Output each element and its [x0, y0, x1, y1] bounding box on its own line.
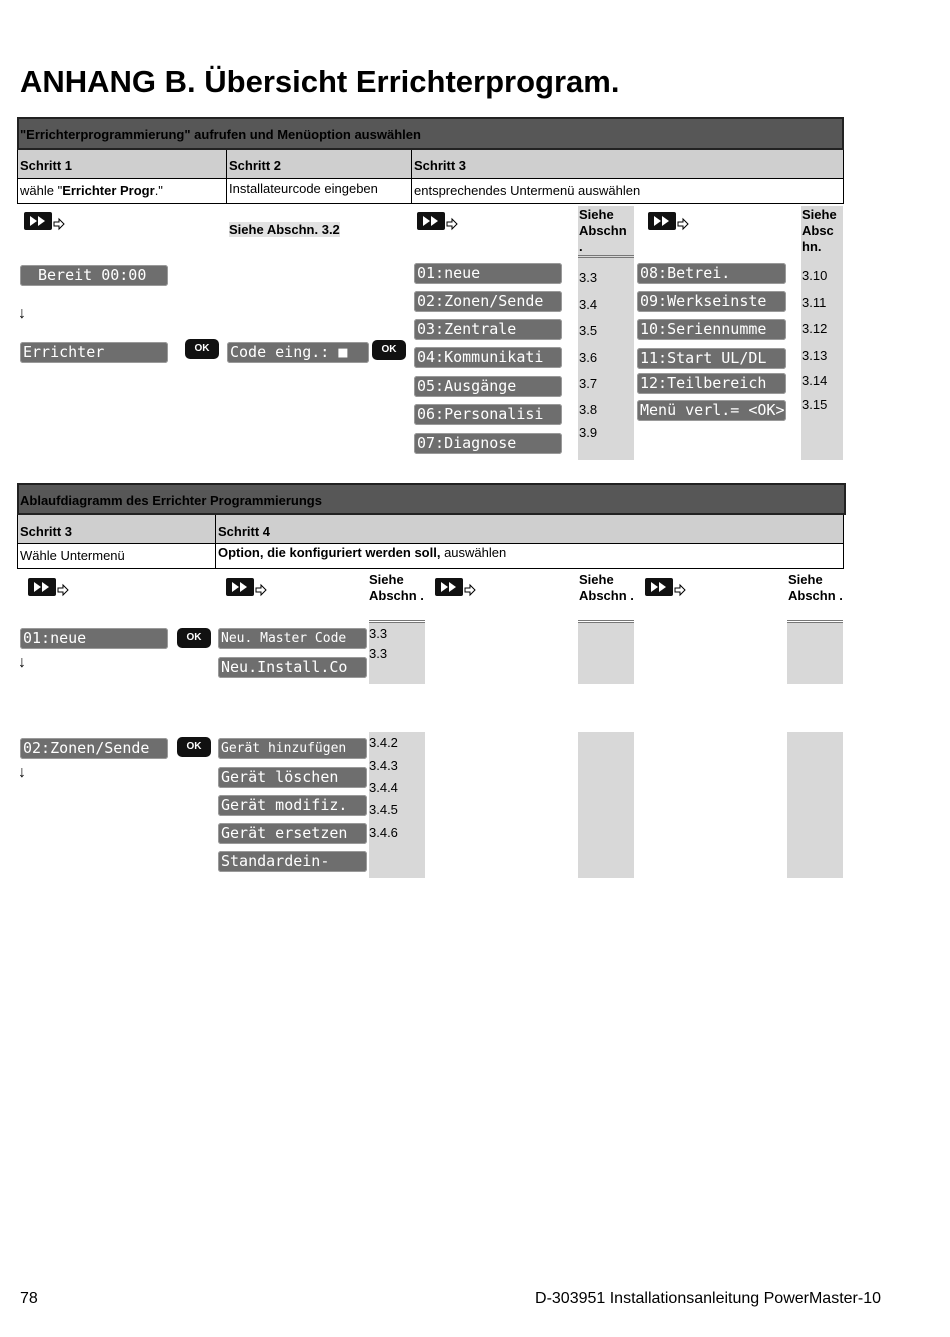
option-display[interactable]: Gerät hinzufügen [218, 738, 367, 759]
step3-label: Schritt 3 [414, 158, 467, 173]
section-ref: 3.8 [579, 402, 598, 417]
menu-item-display[interactable]: 09:Werkseinste [637, 291, 786, 312]
section2-header: Ablaufdiagramm des Errichter Programmierungs [20, 493, 322, 508]
see-section-label: Siehe Abschn. 3.2 [229, 222, 340, 237]
step3-desc: entsprechendes Untermenü auswählen [414, 183, 641, 198]
step3-desc: Wähle Untermenü [20, 548, 125, 563]
step2-label: Schritt 2 [229, 158, 282, 173]
option-display[interactable]: Neu.Install.Co [218, 657, 367, 678]
ok-button[interactable]: OK [372, 340, 406, 360]
step1-desc-pre: wähle " [20, 183, 63, 198]
page-title: ANHANG B. Übersicht Errichterprogram. [20, 64, 620, 99]
ref-col-header: Siehe Absc hn. [802, 207, 837, 254]
section-ref: 3.3 [369, 626, 388, 641]
section-ref: 3.5 [579, 323, 598, 338]
submenu-display: 01:neue [20, 628, 168, 649]
step3-label: Schritt 3 [20, 524, 73, 539]
divider [578, 255, 634, 258]
section-ref: 3.3 [579, 270, 598, 285]
section1-header: "Errichterprogrammierung" aufrufen und Menüoption auswählen [20, 127, 421, 142]
menu-item-display[interactable]: 12:Teilbereich [637, 373, 786, 394]
step4-label: Schritt 4 [218, 524, 271, 539]
section-ref: 3.14 [802, 373, 828, 388]
section-ref: 3.4.4 [369, 780, 398, 795]
section-ref: 3.4.3 [369, 758, 398, 773]
divider [226, 150, 227, 204]
ok-button[interactable]: OK [185, 339, 219, 359]
lcd-display-ready: Bereit 00:00 [20, 265, 168, 286]
reference-column [787, 623, 843, 684]
ok-button[interactable]: OK [177, 737, 211, 757]
next-nav-icon[interactable] [645, 578, 687, 600]
reference-column [578, 623, 634, 684]
ref-col-header: Siehe Abschn . [788, 572, 843, 603]
down-arrow: ↓ [18, 654, 26, 671]
menu-item-display[interactable]: 04:Kommunikati [414, 347, 562, 368]
document-reference: D-303951 Installationsanleitung PowerMaster-10 [535, 1290, 881, 1307]
menu-item-display[interactable]: 05:Ausgänge [414, 376, 562, 397]
lcd-display-installer: Errichter [20, 342, 168, 363]
menu-item-display[interactable]: 08:Betrei. [637, 263, 786, 284]
option-display[interactable]: Standardein- [218, 851, 367, 872]
section-ref: 3.13 [802, 348, 828, 363]
ok-button[interactable]: OK [177, 628, 211, 648]
next-nav-icon[interactable] [417, 212, 459, 234]
menu-item-display[interactable]: 03:Zentrale [414, 319, 562, 340]
option-display[interactable]: Gerät ersetzen [218, 823, 367, 844]
lcd-display-code: Code eing.: ■ [227, 342, 369, 363]
next-nav-icon[interactable] [28, 578, 70, 600]
step1-desc-post: ." [154, 183, 163, 198]
submenu-display: 02:Zonen/Sende [20, 738, 168, 759]
section2-step-row [17, 515, 844, 543]
step1-desc-bold: Errichter Progr [62, 183, 155, 198]
reference-column [787, 732, 843, 878]
step1-desc [20, 183, 163, 198]
next-nav-icon[interactable] [226, 578, 268, 600]
section-ref: 3.15 [802, 397, 828, 412]
section-ref: 3.4.2 [369, 735, 398, 750]
menu-item-display[interactable]: 11:Start UL/DL [637, 348, 786, 369]
section-ref: 3.11 [802, 295, 827, 310]
next-nav-icon[interactable] [648, 212, 690, 234]
divider [215, 515, 216, 569]
option-display[interactable]: Neu. Master Code [218, 628, 367, 649]
section-ref: 3.9 [579, 425, 598, 440]
option-display[interactable]: Gerät modifiz. [218, 795, 367, 816]
ref-col-header: Siehe Abschn . [579, 207, 627, 254]
step4-desc-post: auswählen [440, 545, 507, 560]
step4-desc [218, 545, 506, 560]
section-ref: 3.6 [579, 350, 598, 365]
ref-col-header: Siehe Abschn . [369, 572, 424, 603]
divider [411, 150, 412, 204]
menu-item-display[interactable]: 02:Zonen/Sende [414, 291, 562, 312]
menu-item-display[interactable]: 10:Seriennumme [637, 319, 786, 340]
menu-item-display[interactable]: Menü verl.= <OK> [637, 400, 786, 421]
section-ref: 3.4 [579, 297, 598, 312]
section-ref: 3.3 [369, 646, 388, 661]
section-ref: 3.12 [802, 321, 828, 336]
section-ref: 3.7 [579, 376, 598, 391]
step2-desc: Installateurcode eingeben [229, 181, 378, 196]
next-nav-icon[interactable] [24, 212, 66, 234]
section-ref: 3.4.6 [369, 825, 398, 840]
page-number: 78 [20, 1290, 38, 1307]
down-arrow: ↓ [18, 305, 26, 322]
menu-item-display[interactable]: 06:Personalisi [414, 404, 562, 425]
down-arrow: ↓ [18, 764, 26, 781]
option-display[interactable]: Gerät löschen [218, 767, 367, 788]
menu-item-display[interactable]: 07:Diagnose [414, 433, 562, 454]
section-ref: 3.4.5 [369, 802, 398, 817]
reference-column [578, 732, 634, 878]
next-nav-icon[interactable] [435, 578, 477, 600]
section-ref: 3.10 [802, 268, 828, 283]
step1-label: Schritt 1 [20, 158, 73, 173]
ref-col-header: Siehe Abschn . [579, 572, 634, 603]
menu-item-display[interactable]: 01:neue [414, 263, 562, 284]
step4-desc-bold: Option, die konfiguriert werden soll, [218, 545, 441, 560]
